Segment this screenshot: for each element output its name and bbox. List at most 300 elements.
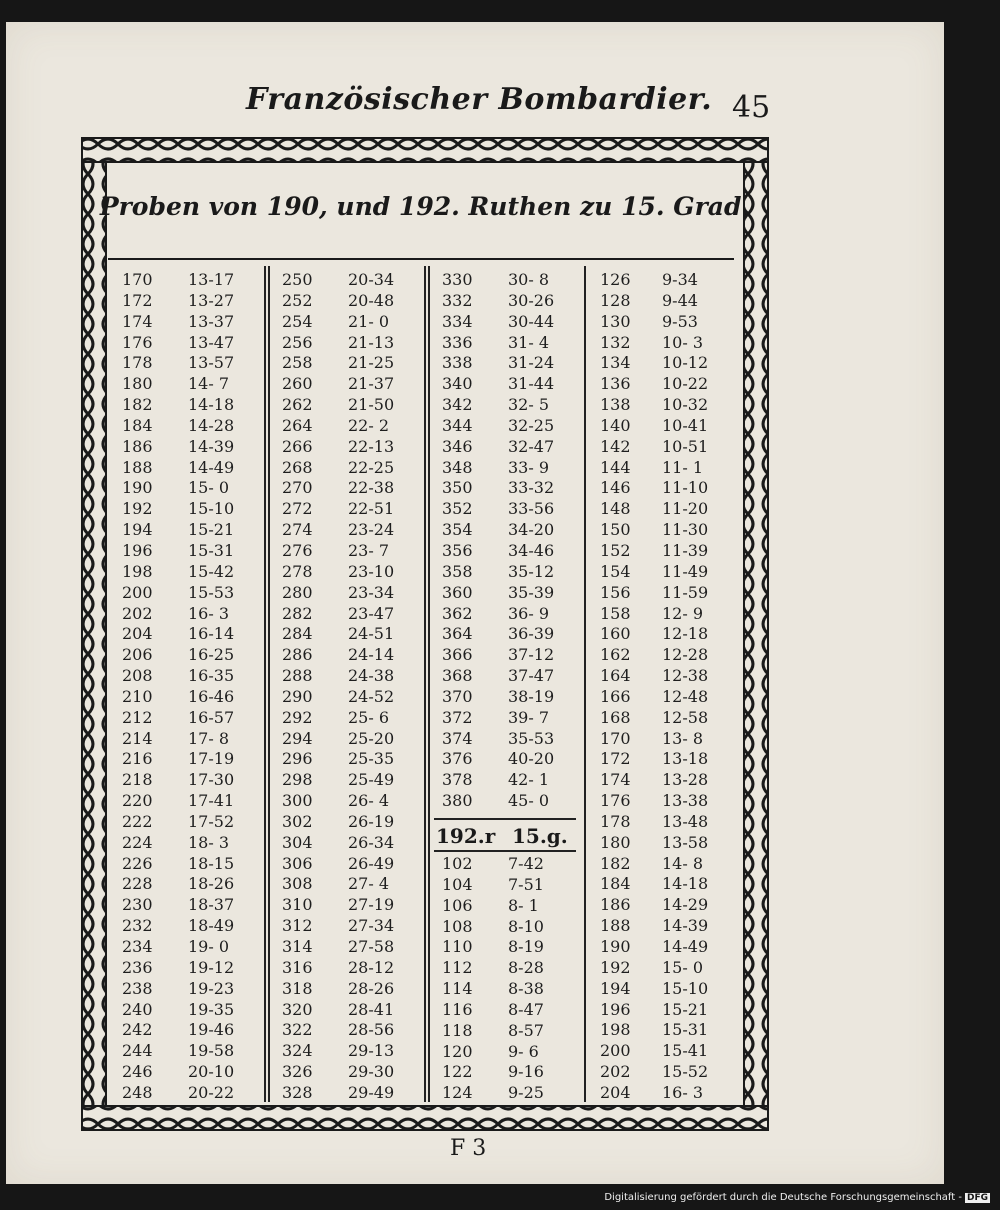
table-cell: 31- 4 (508, 332, 550, 352)
table-cell: 17-30 (188, 770, 235, 790)
table-cell: 222 (122, 811, 153, 831)
table-cell: 14-39 (662, 916, 709, 936)
table-cell: 170 (600, 728, 631, 748)
table-cell: 156 (600, 582, 631, 602)
table-cell: 15-21 (662, 999, 709, 1019)
table-cell: 23-34 (348, 582, 395, 602)
table-cell: 16-25 (188, 645, 235, 665)
table-cell: 280 (282, 582, 313, 602)
table-cell: 10-41 (662, 415, 709, 435)
table-cell: 338 (442, 353, 473, 373)
table-cell: 110 (442, 937, 473, 957)
table-cell: 33-32 (508, 478, 555, 498)
table-cell: 288 (282, 666, 313, 686)
table-cell: 240 (122, 999, 153, 1019)
table-cell: 332 (442, 290, 473, 310)
ornamental-frame (78, 134, 772, 1134)
table-cell: 8-19 (508, 937, 544, 957)
table-cell: 11- 1 (662, 457, 704, 477)
column-6 (508, 270, 554, 812)
table-cell: 190 (122, 478, 153, 498)
table-cell: 15-42 (188, 561, 235, 581)
table-cell: 184 (122, 415, 153, 435)
subtable-bottom-rule (434, 850, 576, 852)
table-cell: 20-34 (348, 270, 395, 289)
table-cell: 340 (442, 374, 473, 394)
table-cell: 29-49 (348, 1082, 395, 1102)
column-6b (508, 854, 544, 1104)
table-cell: 310 (282, 895, 313, 915)
table-cell: 14-28 (188, 415, 235, 435)
table-cell: 32- 5 (508, 395, 550, 415)
page-number: 45 (732, 90, 771, 125)
table-cell: 246 (122, 1062, 153, 1082)
table-cell: 21-13 (348, 332, 395, 352)
table-cell: 23- 7 (348, 540, 390, 560)
table-cell: 23-47 (348, 603, 395, 623)
table-cell: 234 (122, 937, 153, 956)
table-cell: 106 (442, 895, 473, 915)
table-cell: 12- 9 (662, 603, 704, 623)
table-cell: 320 (282, 999, 313, 1019)
table-cell: 322 (282, 1020, 313, 1040)
table-cell: 8- 1 (508, 895, 539, 915)
table-cell: 306 (282, 853, 313, 873)
table-cell: 130 (600, 311, 631, 331)
table-cell: 15-52 (662, 1062, 709, 1082)
table-cell: 18-15 (188, 853, 235, 873)
table-cell: 282 (282, 603, 313, 623)
table-cell: 170 (122, 270, 153, 289)
table-cell: 29-13 (348, 1041, 395, 1061)
table-cell: 120 (442, 1041, 473, 1061)
table-cell: 276 (282, 540, 313, 560)
table-cell: 266 (282, 436, 313, 456)
table-cell: 362 (442, 603, 473, 623)
table-cell: 38-19 (508, 686, 555, 706)
table-cell: 136 (600, 374, 631, 394)
table-cell: 194 (600, 978, 631, 998)
table-cell: 35-12 (508, 561, 555, 581)
table-cell: 164 (600, 666, 631, 686)
table-cell: 146 (600, 478, 631, 498)
table-cell: 7-51 (508, 874, 544, 894)
table-cell: 12-28 (662, 645, 709, 665)
table-cell: 15-53 (188, 582, 235, 602)
table-cell: 176 (122, 332, 153, 352)
table-cell: 11-49 (662, 561, 709, 581)
column-4 (348, 270, 394, 1104)
table-cell: 198 (122, 561, 153, 581)
table-cell: 11-39 (662, 540, 709, 560)
table-cell: 21-50 (348, 395, 395, 415)
table-cell: 254 (282, 311, 313, 331)
table-cell: 220 (122, 791, 153, 811)
column-divider (584, 266, 586, 1102)
table-cell: 144 (600, 457, 631, 477)
table-cell: 172 (600, 749, 631, 769)
table-cell: 13-38 (662, 791, 709, 811)
table-cell: 368 (442, 666, 473, 686)
table-cell: 378 (442, 770, 473, 790)
table-cell: 21-37 (348, 374, 395, 394)
table-cell: 16-14 (188, 624, 235, 644)
table-cell: 194 (122, 520, 153, 540)
table-cell: 260 (282, 374, 313, 394)
table-cell: 300 (282, 791, 313, 811)
table-cell: 148 (600, 499, 631, 519)
table-cell: 274 (282, 520, 313, 540)
table-cell: 182 (122, 395, 153, 415)
table-cell: 114 (442, 979, 473, 999)
table-cell: 196 (122, 540, 153, 560)
table-cell: 22-25 (348, 457, 395, 477)
table-cell: 102 (442, 854, 473, 873)
table-cell: 184 (600, 874, 631, 894)
table-cell: 360 (442, 582, 473, 602)
table-cell: 16-35 (188, 666, 235, 686)
table-cell: 22-51 (348, 499, 395, 519)
table-cell: 13-58 (662, 832, 709, 852)
table-cell: 13-18 (662, 749, 709, 769)
table-cell: 30- 8 (508, 270, 550, 289)
table-cell: 134 (600, 353, 631, 373)
table-cell: 18-26 (188, 874, 235, 894)
table-cell: 12-58 (662, 707, 709, 727)
table-cell: 14- 8 (662, 853, 704, 873)
table-cell: 24-38 (348, 666, 395, 686)
table-cell: 18-49 (188, 916, 235, 936)
table-cell: 290 (282, 686, 313, 706)
table-cell: 324 (282, 1041, 313, 1061)
table-cell: 140 (600, 415, 631, 435)
table-cell: 202 (122, 603, 153, 623)
table-cell: 206 (122, 645, 153, 665)
table-cell: 29-30 (348, 1062, 395, 1082)
table-cell: 13-17 (188, 270, 235, 289)
table-cell: 22- 2 (348, 415, 390, 435)
table-cell: 122 (442, 1062, 473, 1082)
table-cell: 258 (282, 353, 313, 373)
table-cell: 15-10 (662, 978, 709, 998)
table-cell: 352 (442, 499, 473, 519)
table-cell: 35-53 (508, 728, 555, 748)
column-5b (442, 854, 473, 1104)
signature-mark: F 3 (450, 1136, 487, 1161)
table-cell: 162 (600, 645, 631, 665)
table-cell: 372 (442, 707, 473, 727)
table-cell: 230 (122, 895, 153, 915)
table-cell: 262 (282, 395, 313, 415)
table-cell: 270 (282, 478, 313, 498)
table-cell: 284 (282, 624, 313, 644)
table-cell: 16-57 (188, 707, 235, 727)
table-cell: 10-12 (662, 353, 709, 373)
table-cell: 25-35 (348, 749, 395, 769)
table-cell: 294 (282, 728, 313, 748)
table-cell: 21- 0 (348, 311, 390, 331)
table-cell: 118 (442, 1020, 473, 1040)
table-cell: 34-20 (508, 520, 555, 540)
table-cell: 31-44 (508, 374, 555, 394)
table-cell: 11-59 (662, 582, 709, 602)
table-cell: 24-14 (348, 645, 395, 665)
table-cell: 336 (442, 332, 473, 352)
table-cell: 188 (600, 916, 631, 936)
table-cell: 226 (122, 853, 153, 873)
table-cell: 42- 1 (508, 770, 550, 790)
table-cell: 8-47 (508, 999, 544, 1019)
table-cell: 18- 3 (188, 832, 230, 852)
table-cell: 13-57 (188, 353, 235, 373)
table-cell: 17-19 (188, 749, 235, 769)
table-cell: 8-57 (508, 1020, 544, 1040)
table-cell: 19-35 (188, 999, 235, 1019)
table-cell: 376 (442, 749, 473, 769)
table-cell: 14-29 (662, 895, 709, 915)
table-cell: 19- 0 (188, 937, 230, 956)
table-cell: 174 (600, 770, 631, 790)
table-cell: 142 (600, 436, 631, 456)
book-page (6, 22, 944, 1184)
table-cell: 25- 6 (348, 707, 390, 727)
table-cell: 28-26 (348, 978, 395, 998)
table-cell: 238 (122, 978, 153, 998)
table-cell: 16- 3 (188, 603, 230, 623)
column-divider (428, 266, 430, 1102)
table-cell: 200 (122, 582, 153, 602)
table-cell: 36-39 (508, 624, 555, 644)
table-cell: 12-38 (662, 666, 709, 686)
table-cell: 202 (600, 1062, 631, 1082)
table-cell: 344 (442, 415, 473, 435)
table-cell: 39- 7 (508, 707, 550, 727)
table-title: Proben von 190, und 192. Ruthen zu 15. Grad. (99, 192, 751, 221)
table-cell: 7-42 (508, 854, 544, 873)
table-cell: 176 (600, 791, 631, 811)
table-cell: 152 (600, 540, 631, 560)
table-cell: 14-39 (188, 436, 235, 456)
table-cell: 45- 0 (508, 791, 550, 811)
dfg-logo: DFG (966, 1193, 988, 1203)
table-cell: 330 (442, 270, 473, 289)
table-cell: 34-46 (508, 540, 555, 560)
table-cell: 216 (122, 749, 153, 769)
table-cell: 138 (600, 395, 631, 415)
table-cell: 12-48 (662, 686, 709, 706)
table-cell: 168 (600, 707, 631, 727)
table-cell: 126 (600, 270, 631, 289)
table-cell: 30-44 (508, 311, 555, 331)
table-cell: 27-58 (348, 937, 395, 956)
table-cell: 154 (600, 561, 631, 581)
table-cell: 24-52 (348, 686, 395, 706)
table-cell: 32-47 (508, 436, 555, 456)
table-cell: 8-10 (508, 916, 544, 936)
table-cell: 180 (600, 832, 631, 852)
table-cell: 366 (442, 645, 473, 665)
table-cell: 196 (600, 999, 631, 1019)
table-cell: 256 (282, 332, 313, 352)
table-cell: 11-20 (662, 499, 709, 519)
table-cell: 25-49 (348, 770, 395, 790)
table-cell: 236 (122, 957, 153, 977)
column-divider (264, 266, 266, 1102)
subtable-head-grad: 15.g. (512, 824, 568, 848)
table-cell: 380 (442, 791, 473, 811)
table-cell: 10-22 (662, 374, 709, 394)
table-cell: 198 (600, 1020, 631, 1040)
table-cell: 124 (442, 1083, 473, 1103)
column-1 (122, 270, 153, 1104)
table-cell: 13- 8 (662, 728, 704, 748)
table-cell: 158 (600, 603, 631, 623)
table-cell: 15-41 (662, 1041, 709, 1061)
table-cell: 30-26 (508, 290, 555, 310)
table-cell: 20-10 (188, 1062, 235, 1082)
table-cell: 19-46 (188, 1020, 235, 1040)
table-cell: 186 (122, 436, 153, 456)
table-cell: 314 (282, 937, 313, 956)
table-cell: 178 (600, 811, 631, 831)
table-cell: 328 (282, 1082, 313, 1102)
table-cell: 11-10 (662, 478, 709, 498)
table-cell: 350 (442, 478, 473, 498)
column-7 (600, 270, 631, 1104)
table-cell: 9- 6 (508, 1041, 539, 1061)
credit-text: Digitalisierung gefördert durch die Deutsche Forschungsgemeinschaft - (604, 1192, 962, 1203)
table-cell: 160 (600, 624, 631, 644)
table-cell: 28-56 (348, 1020, 395, 1040)
table-cell: 26- 4 (348, 791, 390, 811)
table-cell: 272 (282, 499, 313, 519)
table-cell: 19-23 (188, 978, 235, 998)
table-cell: 210 (122, 686, 153, 706)
table-cell: 35-39 (508, 582, 555, 602)
table-cell: 15- 0 (662, 957, 704, 977)
table-cell: 346 (442, 436, 473, 456)
table-cell: 9-25 (508, 1083, 544, 1103)
running-title: Französischer Bombardier. (246, 82, 713, 117)
table-cell: 218 (122, 770, 153, 790)
table-cell: 14-18 (662, 874, 709, 894)
table-cell: 286 (282, 645, 313, 665)
table-cell: 132 (600, 332, 631, 352)
table-cell: 348 (442, 457, 473, 477)
subtable-top-rule (434, 818, 576, 820)
table-cell: 31-24 (508, 353, 555, 373)
table-cell: 192 (600, 957, 631, 977)
table-cell: 17- 8 (188, 728, 230, 748)
table-cell: 37-12 (508, 645, 555, 665)
table-cell: 208 (122, 666, 153, 686)
table-cell: 25-20 (348, 728, 395, 748)
table-cell: 32-25 (508, 415, 555, 435)
table-cell: 200 (600, 1041, 631, 1061)
table-cell: 212 (122, 707, 153, 727)
table-cell: 304 (282, 832, 313, 852)
table-cell: 13-48 (662, 811, 709, 831)
table-cell: 186 (600, 895, 631, 915)
table-cell: 166 (600, 686, 631, 706)
table-cell: 36- 9 (508, 603, 550, 623)
table-cell: 356 (442, 540, 473, 560)
table-cell: 128 (600, 290, 631, 310)
table-cell: 15-21 (188, 520, 235, 540)
table-cell: 298 (282, 770, 313, 790)
table-cell: 228 (122, 874, 153, 894)
table-cell: 268 (282, 457, 313, 477)
table-cell: 180 (122, 374, 153, 394)
table-cell: 16- 3 (662, 1082, 704, 1102)
table-cell: 21-25 (348, 353, 395, 373)
title-rule (108, 258, 734, 260)
table-cell: 244 (122, 1041, 153, 1061)
column-2 (188, 270, 234, 1104)
table-cell: 364 (442, 624, 473, 644)
table-cell: 13-28 (662, 770, 709, 790)
table-cell: 308 (282, 874, 313, 894)
table-cell: 174 (122, 311, 153, 331)
table-cell: 10- 3 (662, 332, 704, 352)
table-cell: 22-38 (348, 478, 395, 498)
table-cell: 14-49 (662, 937, 709, 956)
table-cell: 358 (442, 561, 473, 581)
table-cell: 14-18 (188, 395, 235, 415)
table-cell: 204 (600, 1082, 631, 1102)
table-cell: 15-31 (662, 1020, 709, 1040)
table-cell: 20-22 (188, 1082, 235, 1102)
table-cell: 15-10 (188, 499, 235, 519)
table-cell: 242 (122, 1020, 153, 1040)
table-cell: 17-41 (188, 791, 235, 811)
table-cell: 37-47 (508, 666, 555, 686)
table-cell: 9-16 (508, 1062, 544, 1082)
table-cell: 224 (122, 832, 153, 852)
table-cell: 264 (282, 415, 313, 435)
subtable-head-ruthen: 192.r (436, 824, 496, 848)
table-cell: 188 (122, 457, 153, 477)
table-cell: 11-30 (662, 520, 709, 540)
table-cell: 8-38 (508, 979, 544, 999)
table-cell: 302 (282, 811, 313, 831)
table-cell: 33- 9 (508, 457, 550, 477)
digitization-credit (604, 1192, 990, 1203)
table-cell: 22-13 (348, 436, 395, 456)
table-cell: 15-31 (188, 540, 235, 560)
column-5 (442, 270, 473, 812)
column-divider (268, 266, 270, 1102)
table-cell: 13-27 (188, 290, 235, 310)
table-cell: 28-12 (348, 957, 395, 977)
table-cell: 27-34 (348, 916, 395, 936)
table-cell: 150 (600, 520, 631, 540)
column-divider (424, 266, 426, 1102)
table-cell: 12-18 (662, 624, 709, 644)
table-cell: 116 (442, 999, 473, 1019)
table-cell: 18-37 (188, 895, 235, 915)
table-cell: 334 (442, 311, 473, 331)
table-cell: 278 (282, 561, 313, 581)
table-cell: 232 (122, 916, 153, 936)
table-cell: 28-41 (348, 999, 395, 1019)
table-cell: 27- 4 (348, 874, 390, 894)
table-cell: 13-47 (188, 332, 235, 352)
table-cell: 316 (282, 957, 313, 977)
table-cell: 19-58 (188, 1041, 235, 1061)
table-cell: 9-53 (662, 311, 698, 331)
column-8 (662, 270, 708, 1104)
